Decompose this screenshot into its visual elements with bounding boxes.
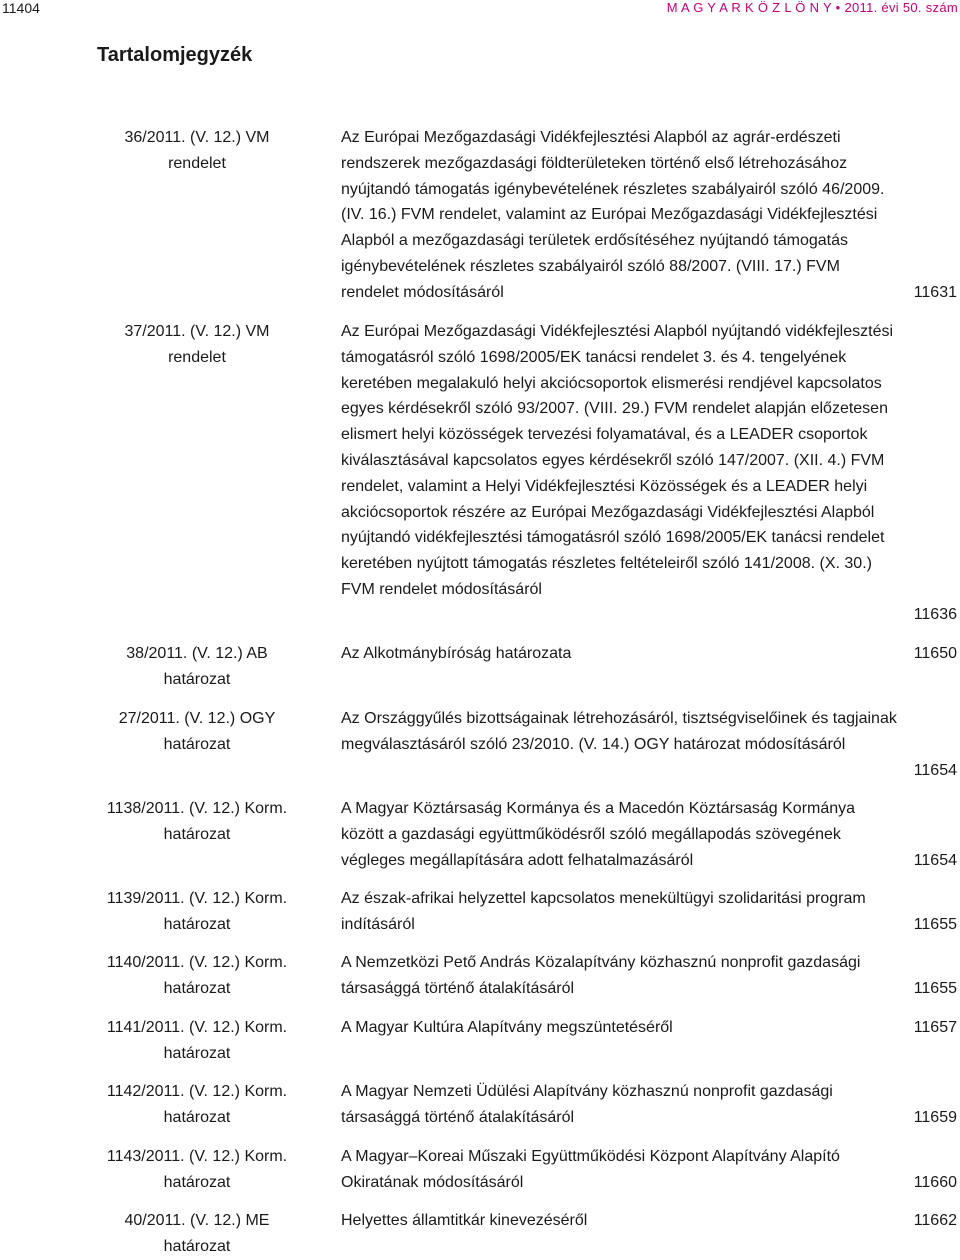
toc-description: A Magyar Nemzeti Üdülési Alapítvány közhasznú nonprofit gazdasági társasággá történő átalakításáról xyxy=(341,1083,833,1126)
toc-description: Helyettes államtitkár kinevezéséről xyxy=(341,1212,588,1229)
toc-page-number: 11631 xyxy=(913,284,957,301)
toc-description: Az észak-afrikai helyzettel kapcsolatos menekültügyi szolidaritási program indításáról xyxy=(341,890,866,933)
ref-number: 1139/2011. (V. 12.) Korm. xyxy=(106,890,288,907)
page-header xyxy=(0,0,960,24)
toc-ref xyxy=(97,1079,297,1131)
ref-type: rendelet xyxy=(168,155,226,172)
toc-page-number: 11655 xyxy=(913,980,957,997)
ref-type: határozat xyxy=(163,916,231,933)
ref-type: határozat xyxy=(163,736,231,753)
ref-type: határozat xyxy=(163,1045,231,1062)
separator-dot: • xyxy=(835,0,841,15)
toc-description: Az Európai Mezőgazdasági Vidékfejlesztési Alapból az agrár-erdészeti rendszerek mezőgazdasági földterületeken történő első létrehozásához nyújtandó támogatás igénybevételének részletes szabályairól szóló 46/2009. (IV. 16.) FVM rendelet, valamint az Európai Mezőgazdasági Vidékfejlesztési Alapból a mezőgazdasági területek erdősítéséhez nyújtandó támogatás igénybevételének részletes szabályairól szóló 88/2007. (VIII. 17.) FVM rendelet módosításáról xyxy=(341,129,885,301)
toc-description: Az Alkotmánybíróság határozata xyxy=(341,645,572,662)
toc-description: A Magyar Köztársaság Kormánya és a Macedón Köztársaság Kormánya között a gazdasági együttműködésről szóló megállapodás szövegének végleges megállapítására adott felhatalmazásáról xyxy=(341,800,856,869)
toc-ref xyxy=(97,706,297,758)
ref-type: rendelet xyxy=(168,349,226,366)
ref-number: 37/2011. (V. 12.) VM xyxy=(124,323,270,340)
toc-ref xyxy=(97,1015,297,1067)
ref-number: 1141/2011. (V. 12.) Korm. xyxy=(106,1019,288,1036)
ref-type: határozat xyxy=(163,1174,231,1191)
ref-type: határozat xyxy=(163,1238,231,1255)
toc-description: A Magyar Kultúra Alapítvány megszüntetéséről xyxy=(341,1019,673,1036)
page-number: 11404 xyxy=(2,0,40,16)
issue-label: 2011. évi 50. szám xyxy=(844,0,958,15)
toc-description: A Magyar–Koreai Műszaki Együttműködési Központ Alapítvány Alapító Okiratának módosításáról xyxy=(341,1148,840,1191)
ref-type: határozat xyxy=(163,671,231,688)
toc-page-number: 11657 xyxy=(913,1019,957,1036)
journal-header xyxy=(667,0,958,15)
toc-description: Az Európai Mezőgazdasági Vidékfejlesztési Alapból nyújtandó vidékfejlesztési támogatásról szóló 1698/2005/EK tanácsi rendelet 3. és 4. tengelyének keretében megalakuló helyi akciócsoportok elismerési rendjével kapcsolatos egyes kérdésekről szóló 93/2007. (VIII. 29.) FVM rendelet alapján előzetesen elismert helyi közösségek tervezési folyamatával, és a LEADER csoportok kiválasztásával kapcsolatos egyes kérdésekről szóló 147/2007. (XII. 4.) FVM rendelet, valamint a Helyi Vidékfejlesztési Közösségek és a LEADER helyi akciócsoportok részére az Európai Mezőgazdasági Vidékfejlesztési Alapból nyújtandó vidékfejlesztési támogatásról szóló 1698/2005/EK tanácsi rendelet keretében nyújtott támogatás részletes feltételeiről szóló 141/2008. (X. 30.) FVM rendelet módosításáról xyxy=(341,323,894,598)
ref-number: 40/2011. (V. 12.) ME xyxy=(124,1212,270,1229)
toc-page-number: 11636 xyxy=(913,606,957,623)
ref-number: 1142/2011. (V. 12.) Korm. xyxy=(106,1083,288,1100)
toc-description: A Nemzetközi Pető András Közalapítvány közhasznú nonprofit gazdasági társasággá történő átalakításáról xyxy=(341,954,861,997)
ref-number: 1138/2011. (V. 12.) Korm. xyxy=(106,800,288,817)
toc-title: Tartalomjegyzék xyxy=(97,44,253,66)
toc-ref xyxy=(97,886,297,938)
ref-number: 36/2011. (V. 12.) VM xyxy=(124,129,270,146)
ref-type: határozat xyxy=(163,826,231,843)
toc-page-number: 11650 xyxy=(913,645,957,662)
ref-number: 38/2011. (V. 12.) AB xyxy=(126,645,268,662)
toc-ref xyxy=(97,1208,297,1260)
toc-ref xyxy=(97,319,297,371)
ref-number: 1143/2011. (V. 12.) Korm. xyxy=(106,1148,288,1165)
ref-type: határozat xyxy=(163,1109,231,1126)
toc-page-number: 11654 xyxy=(913,762,957,779)
toc-description: Az Országgyűlés bizottságainak létrehozásáról, tisztségviselőinek és tagjainak megválasztásáról szóló 23/2010. (V. 14.) OGY határozat módosításáról xyxy=(341,710,897,753)
toc-ref xyxy=(97,1144,297,1196)
toc-page-number: 11662 xyxy=(913,1212,957,1229)
ref-number: 27/2011. (V. 12.) OGY xyxy=(118,710,276,727)
ref-type: határozat xyxy=(163,980,231,997)
toc-page-number: 11654 xyxy=(913,852,957,869)
toc-ref xyxy=(97,950,297,1002)
ref-number: 1140/2011. (V. 12.) Korm. xyxy=(106,954,288,971)
toc-page-number: 11660 xyxy=(913,1174,957,1191)
journal-name: M A G Y A R K Ö Z L Ö N Y xyxy=(666,0,832,15)
toc-ref xyxy=(97,796,297,848)
toc-page-number: 11659 xyxy=(913,1109,957,1126)
toc-ref xyxy=(97,125,297,177)
toc-ref xyxy=(97,641,297,693)
toc-page-number: 11655 xyxy=(913,916,957,933)
